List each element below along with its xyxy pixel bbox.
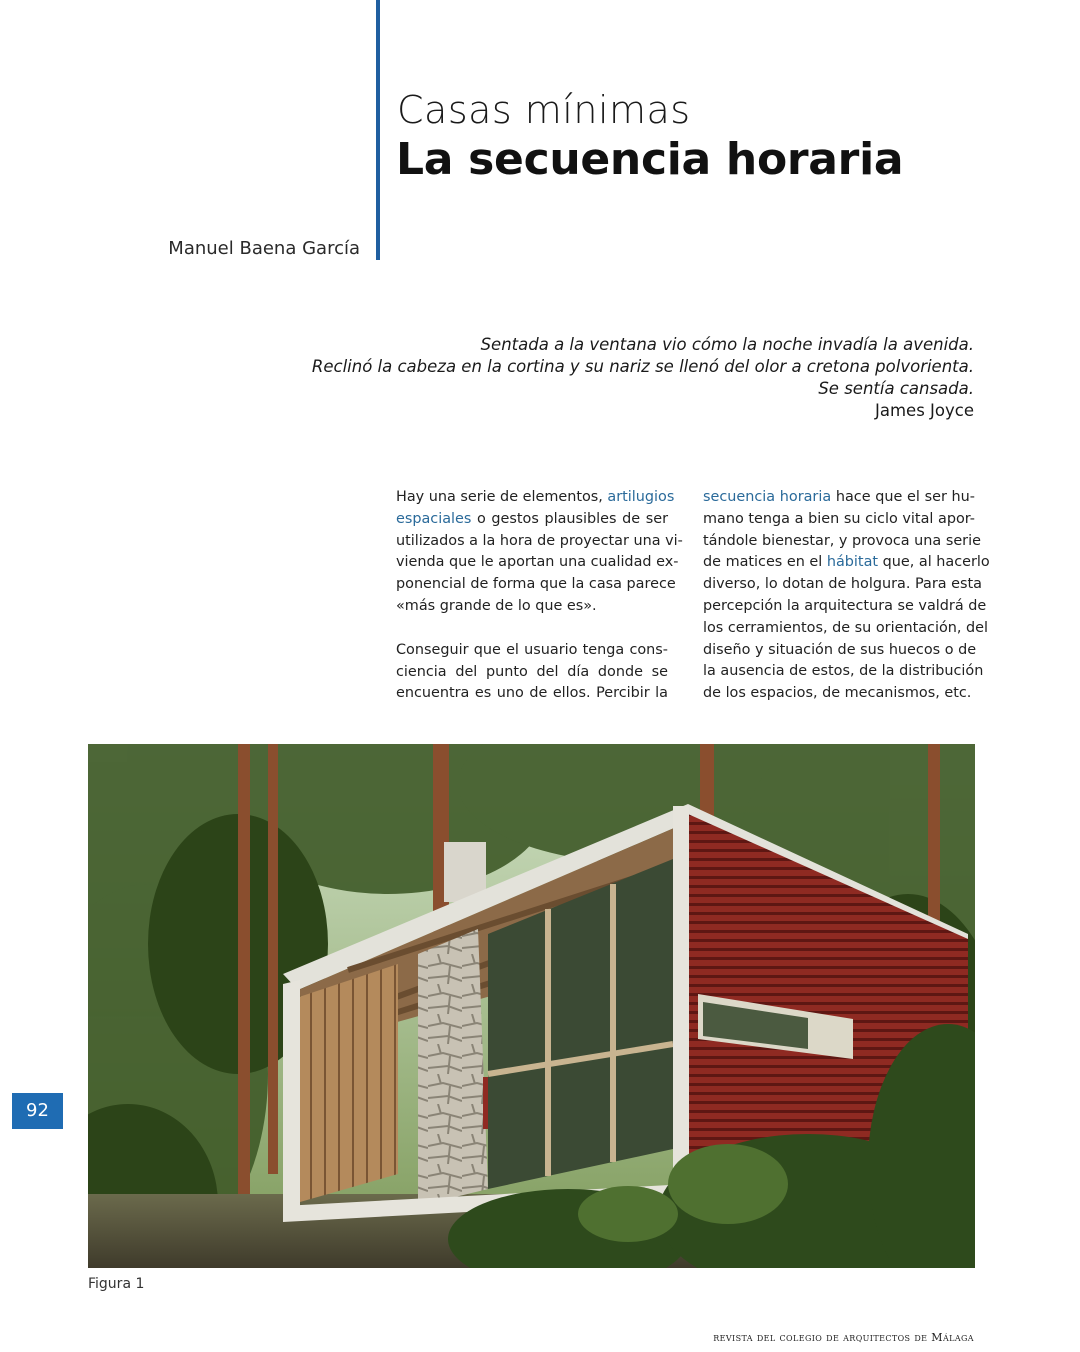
text-line: los cerramientos, de su orientación, del [703, 619, 989, 636]
text-line: vienda que le aportan una cualidad ex- [396, 554, 679, 571]
text-line: encuentra es uno de ellos. Percibir la [396, 685, 668, 702]
page-number-badge: 92 [12, 1093, 63, 1129]
text-line: tándole bienestar, y provoca una serie [703, 532, 981, 549]
text-line: secuencia horaria hace que el ser hu- [703, 489, 975, 505]
text-line: utilizados a la hora de proyectar una vi- [396, 532, 683, 549]
article-title: La secuencia horaria [396, 134, 904, 185]
article-author: Manuel Baena García [168, 238, 360, 259]
text-line: Conseguir que el usuario tenga cons- [396, 641, 668, 658]
glossary-link[interactable]: hábitat [826, 554, 879, 571]
quote-attribution: James Joyce [875, 401, 974, 420]
body-column-left [396, 487, 683, 705]
glossary-link[interactable]: espaciales [396, 510, 472, 527]
text-line: mano tenga a bien su ciclo vital apor- [703, 510, 975, 527]
figure-caption: Figura 1 [88, 1276, 145, 1292]
glossary-link[interactable]: artilugios [607, 489, 675, 505]
text-line: ciencia del punto del día donde se [396, 663, 668, 680]
glossary-link[interactable]: secuencia horaria [703, 489, 832, 505]
body-column-right [703, 487, 990, 705]
text-line: diverso, lo dotan de holgura. Para esta [703, 576, 982, 593]
quote-line: Sentada a la ventana vio cómo la noche invadía la avenida. [480, 335, 974, 354]
epigraph-quote [312, 334, 974, 422]
text-line: Hay una serie de elementos, artilugios [396, 489, 675, 505]
text-line: la ausencia de estos, de la distribución [703, 663, 984, 680]
text-line: diseño y situación de sus huecos o de [703, 641, 977, 658]
quote-line: Se sentía cansada. [818, 379, 974, 398]
running-footer: revista del colegio de arquitectos de Málaga [713, 1331, 974, 1344]
figure-photo [88, 744, 975, 1268]
body-paragraph [396, 487, 683, 618]
text-line: espaciales o gestos plausibles de ser [396, 510, 668, 527]
text-line: de los espacios, de mecanismos, etc. [703, 685, 972, 702]
text-line: percepción la arquitectura se valdrá de [703, 597, 987, 614]
accent-rule [376, 0, 380, 260]
body-paragraph [703, 487, 990, 705]
body-paragraph [396, 640, 668, 705]
text-line: ponencial de forma que la casa parece [396, 576, 676, 593]
article-kicker: Casas mínimas [397, 88, 691, 132]
text-line: «más grande de lo que es». [396, 597, 597, 614]
text-line: de matices en el hábitat que, al hacerlo [703, 554, 990, 571]
quote-line: Reclinó la cabeza en la cortina y su nariz se llenó del olor a cretona polvorienta. [311, 357, 974, 376]
